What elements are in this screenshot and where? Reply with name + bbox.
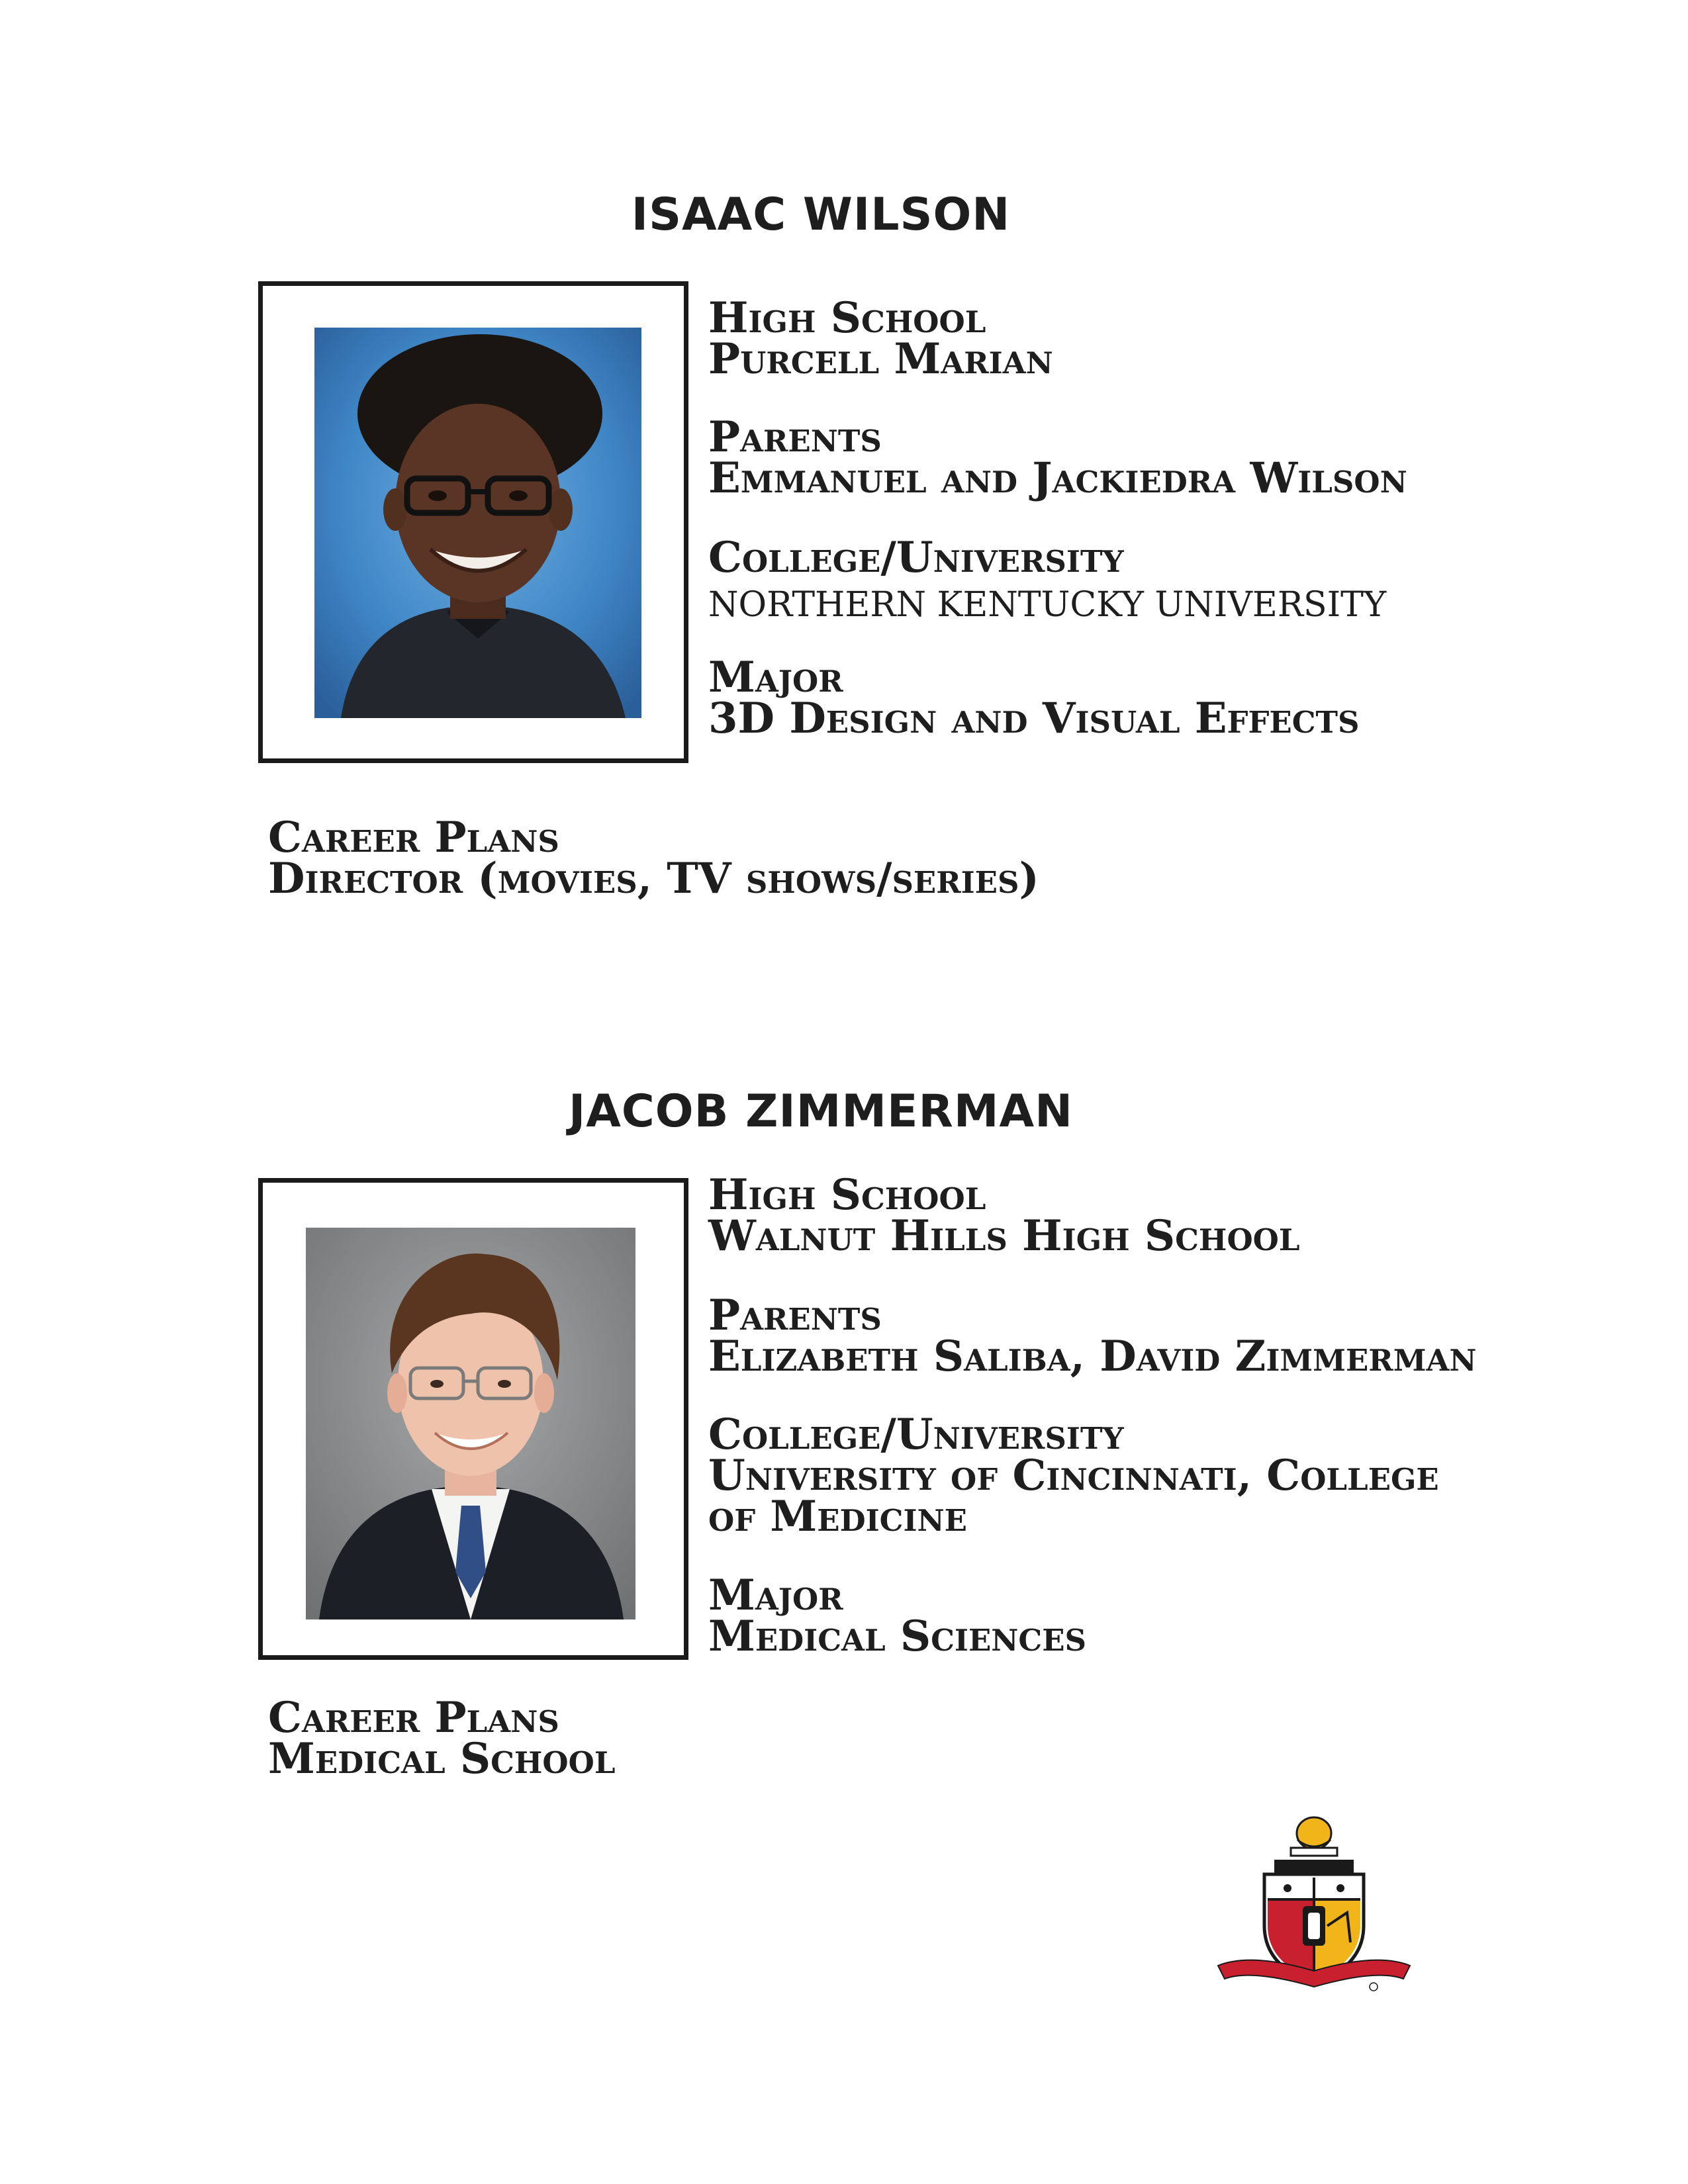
major-label: Major [708,1570,843,1620]
high-school-label: High School [708,1170,986,1220]
college-field [708,533,1387,631]
high-school-label: High School [708,293,986,343]
college-value: NORTHERN KENTUCKY UNIVERSITY [708,585,1387,625]
college-value-line2: of Medicine [708,1492,967,1541]
career-plans-field [268,813,1039,903]
high-school-field [708,293,1053,384]
career-plans-field [268,1693,616,1784]
parents-field [708,1291,1477,1381]
high-school-value: Purcell Marian [708,334,1053,384]
photo-frame [258,1178,688,1660]
student-name: JACOB ZIMMERMAN [568,1085,1074,1138]
parents-value: Elizabeth Saliba, David Zimmerman [708,1332,1477,1381]
high-school-value: Walnut Hills High School [708,1211,1300,1261]
student-photo [306,1228,635,1619]
college-label: College/University [708,533,1124,582]
parents-label: Parents [708,1291,882,1340]
student-name: ISAAC WILSON [631,189,1011,241]
major-field [708,653,1360,743]
college-value-line1: University of Cincinnati, College [708,1451,1439,1500]
major-label: Major [708,653,843,702]
parents-label: Parents [708,412,882,462]
major-value: 3D Design and Visual Effects [708,694,1360,743]
fraternity-crest-logo [1211,1813,1417,1992]
career-plans-value: Director (movies, TV shows/series) [268,854,1039,903]
career-plans-value: Medical School [268,1734,616,1784]
parents-field [708,412,1407,503]
high-school-field [708,1170,1300,1261]
college-field [708,1410,1439,1541]
college-label: College/University [708,1410,1124,1459]
career-plans-label: Career Plans [268,813,559,862]
major-value: Medical Sciences [708,1612,1086,1661]
parents-value: Emmanuel and Jackiedra Wilson [708,453,1407,503]
student-photo [314,328,641,718]
career-plans-label: Career Plans [268,1693,559,1743]
major-field [708,1570,1086,1661]
photo-frame [258,281,688,763]
